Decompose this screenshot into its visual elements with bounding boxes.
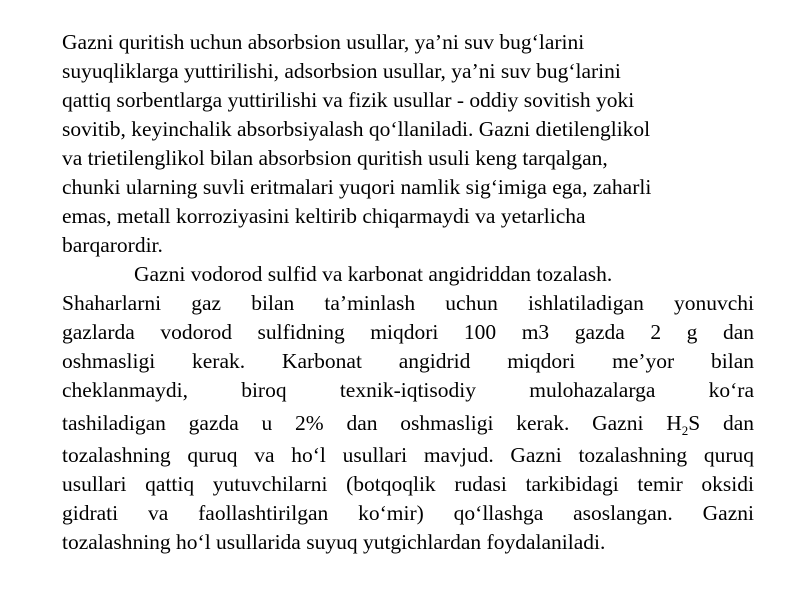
- text-line: qattiq sorbentlarga yuttirilishi va fizik usullar - oddiy sovitish yoki: [62, 88, 635, 112]
- text-line: suyuqliklarga yuttirilishi, adsorbsion usullar, ya’ni suv bug‘larini: [62, 59, 621, 83]
- formula-element: S: [688, 411, 701, 435]
- text-line: tozalashning quruq va ho‘l usullari mavjud. Gazni tozalashning quruq: [62, 443, 754, 467]
- text-line: sovitib, keyinchalik absorbsiyalash qo‘llaniladi. Gazni dietilenglikol: [62, 117, 651, 141]
- text-line: gidrati va faollashtirilgan ko‘mir) qo‘llashga asoslangan. Gazni: [62, 501, 754, 525]
- text-segment: tashiladigan gazda u 2% dan oshmasligi kerak. Gazni: [62, 411, 667, 435]
- text-segment: dan: [700, 411, 754, 435]
- formula-subscript: 2: [681, 423, 689, 438]
- document-body: [62, 28, 754, 557]
- chemical-formula-h2s: [666, 411, 701, 438]
- formula-element: H: [666, 411, 682, 435]
- paragraph-drying-methods: [62, 28, 754, 260]
- text-line: Shaharlarni gaz bilan ta’minlash uchun ishlatiladigan yonuvchi: [62, 291, 754, 315]
- text-line: Gazni quritish uchun absorbsion usullar, ya’ni suv bug‘larini: [62, 30, 585, 54]
- text-line: tozalashning ho‘l usullarida suyuq yutgichlardan foydalaniladi.: [62, 530, 606, 554]
- text-line: chunki ularning suvli eritmalari yuqori namlik sig‘imiga ega, zaharli: [62, 175, 652, 199]
- paragraph-gas-purification: [62, 260, 754, 557]
- text-line: cheklanmaydi, biroq texnik-iqtisodiy mulohazalarga ko‘ra: [62, 378, 754, 402]
- text-line: emas, metall korroziyasini keltirib chiqarmaydi va yetarlicha: [62, 204, 586, 228]
- section-heading-line: Gazni vodorod sulfid va karbonat angidriddan tozalash.: [134, 262, 613, 286]
- text-line: va trietilenglikol bilan absorbsion quritish usuli keng tarqalgan,: [62, 146, 608, 170]
- text-line: usullari qattiq yutuvchilarni (botqoqlik rudasi tarkibidagi temir oksidi: [62, 472, 754, 496]
- text-line: gazlarda vodorod sulfidning miqdori 100 m3 gazda 2 g dan: [62, 320, 754, 344]
- text-line: barqarordir.: [62, 233, 163, 257]
- text-line-with-formula: [62, 405, 754, 441]
- text-line: oshmasligi kerak. Karbonat angidrid miqdori me’yor bilan: [62, 349, 754, 373]
